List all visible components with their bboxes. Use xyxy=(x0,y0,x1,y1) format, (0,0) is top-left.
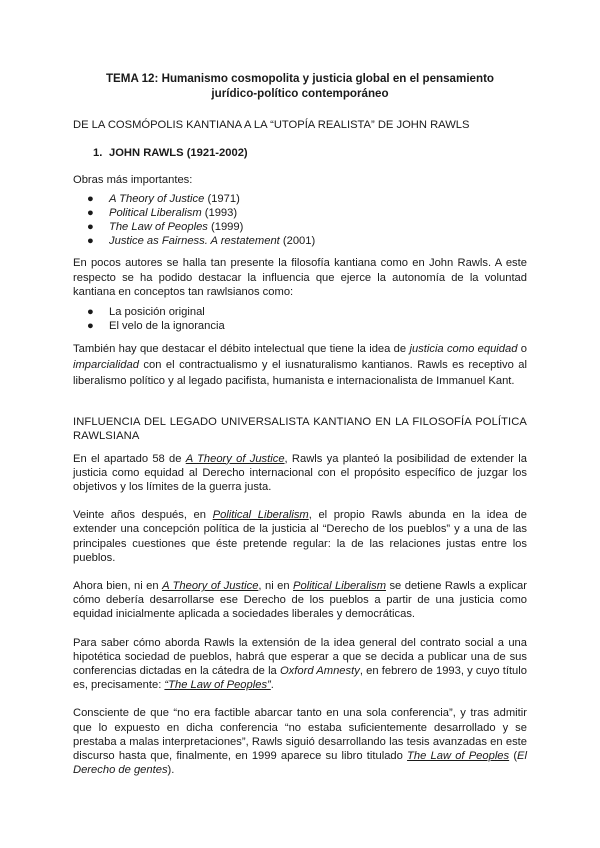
text-run: ). xyxy=(167,764,175,777)
paragraph-kant-influence: En pocos autores se halla tan presente la filosofía kantiana como en John Rawls. A este respecto se ha podido destacar la influencia que ejerce la autonomía de la voluntad kantiana en conceptos tan rawlsianos como: xyxy=(73,257,527,298)
paragraph-consciente xyxy=(73,706,527,777)
emphasis: El Derecho de gentes xyxy=(73,750,527,777)
text-run: o xyxy=(517,343,527,356)
spacer xyxy=(73,622,527,636)
bullet-icon: ● xyxy=(87,320,94,333)
paragraph-debito xyxy=(73,342,527,389)
text-run: Consciente de que “no era factible abarcar tanto en una sola conferencia”, y tras admitir que lo expuesto en dicha conferencia “no estaba suficientemente desarrollado y se prestaba a malas interpretaciones”, Rawls siguió desarrollando las tesis avanzadas en este discurso hasta que, finalmente, en 1999 aparece su libro titulado xyxy=(73,707,527,763)
document-page xyxy=(73,71,527,777)
emphasis: justicia como equidad xyxy=(409,343,518,356)
work-year: (1999) xyxy=(207,221,244,234)
text-run: También hay que destacar el débito intelectual que tiene la idea de xyxy=(73,343,410,356)
paragraph-ahora-bien xyxy=(73,579,527,622)
bullet-icon: ● xyxy=(87,235,94,248)
work-reference: A Theory of Justice xyxy=(185,452,285,465)
emphasis: imparcialidad xyxy=(73,359,139,372)
list-item xyxy=(87,206,527,220)
title-line-1: TEMA 12: Humanismo cosmopolita y justicia global en el pensamiento xyxy=(105,72,495,85)
text-run: se detiene Rawls a explicar cómo debería desarrollarse ese Derecho de los pueblos a partir de una justicia como equidad inicialmente aplicada a sociedades liberales y democráticas. xyxy=(73,580,527,621)
title-line-2: jurídico-político contemporáneo xyxy=(211,87,389,100)
text-run: , el propio Rawls abunda en la idea de extender una concepción política de la justicia al “Derecho de los pueblos” y a una de las principales cuestiones que éste pretende regular: la de las relaciones justas entre los pueblos. xyxy=(73,509,527,564)
concept-label: El velo de la ignorancia xyxy=(109,320,225,333)
text-run: , Rawls ya planteó la posibilidad de extender la justicia como equidad al Derecho internacional con el propósito específico de juzgar los objetivos y los límites de la guerra justa. xyxy=(73,452,527,494)
works-intro: Obras más importantes: xyxy=(73,174,193,187)
works-list xyxy=(73,192,527,249)
text-run: Ahora bien, ni en xyxy=(73,580,163,593)
paragraph-para-saber xyxy=(73,636,527,693)
work-title: The Law of Peoples xyxy=(109,221,208,234)
paragraph-apartado-58 xyxy=(73,452,527,495)
bullet-icon: ● xyxy=(87,206,94,219)
bullet-icon: ● xyxy=(87,221,94,234)
spacer xyxy=(73,444,527,452)
list-item xyxy=(87,234,527,248)
spacer xyxy=(73,565,527,579)
text-run: ( xyxy=(509,750,518,763)
work-year: (2001) xyxy=(279,235,316,248)
text-run: Para saber cómo aborda Rawls la extensión de la idea general del contrato social a una hipotética sociedad de pueblos, habrá que esperar a que se decida a publicar una de sus conferencias dictadas en la cátedra de la xyxy=(73,636,527,678)
spacer xyxy=(73,494,527,508)
list-item xyxy=(87,220,527,234)
list-item xyxy=(87,305,527,319)
section-heading-influencia: INFLUENCIA DEL LEGADO UNIVERSALISTA KANTIANO EN LA FILOSOFÍA POLÍTICA RAWLSIANA xyxy=(73,416,527,443)
emphasis: Oxford Amnesty xyxy=(279,665,360,678)
bullet-icon: ● xyxy=(87,306,94,319)
text-run: En el apartado 58 de xyxy=(73,452,186,465)
work-reference: Political Liberalism xyxy=(212,509,309,522)
subheading-number: 1. xyxy=(93,147,103,160)
section-heading-cosmopolis: DE LA COSMÓPOLIS KANTIANA A LA “UTOPÍA REALISTA” DE JOHN RAWLS xyxy=(73,119,470,131)
subheading-john-rawls xyxy=(93,146,527,160)
paragraph-veinte-anos xyxy=(73,508,527,565)
text-run: con el contractualismo y el iusnaturalismo kantianos. Rawls es receptivo al liberalismo político y al legado pacifista, humanista e internacionalista de Immanuel Kant. xyxy=(73,359,527,387)
document-title xyxy=(73,71,527,101)
text-run: . xyxy=(270,679,274,692)
list-item xyxy=(87,319,527,333)
concepts-list xyxy=(73,305,527,333)
text-run: , ni en xyxy=(258,580,294,593)
work-title: Political Liberalism xyxy=(109,206,202,219)
work-reference: “The Law of Peoples” xyxy=(164,679,271,692)
concept-label: La posición original xyxy=(109,306,205,319)
subheading-text: JOHN RAWLS (1921-2002) xyxy=(109,147,248,160)
spacer xyxy=(73,389,527,415)
work-reference: A Theory of Justice xyxy=(162,580,259,593)
work-year: (1971) xyxy=(204,192,240,205)
text-run: Veinte años después, en xyxy=(73,509,213,522)
work-title: Justice as Fairness. A restatement xyxy=(109,235,280,248)
work-reference: Political Liberalism xyxy=(293,580,387,593)
text-run: , en febrero de 1993, y cuyo título es, precisamente: xyxy=(73,665,527,692)
work-title: A Theory of Justice xyxy=(109,192,205,205)
work-reference: The Law of Peoples xyxy=(407,750,510,763)
list-item xyxy=(87,192,527,206)
work-year: (1993) xyxy=(201,206,238,219)
spacer xyxy=(73,692,527,706)
bullet-icon: ● xyxy=(87,192,94,205)
